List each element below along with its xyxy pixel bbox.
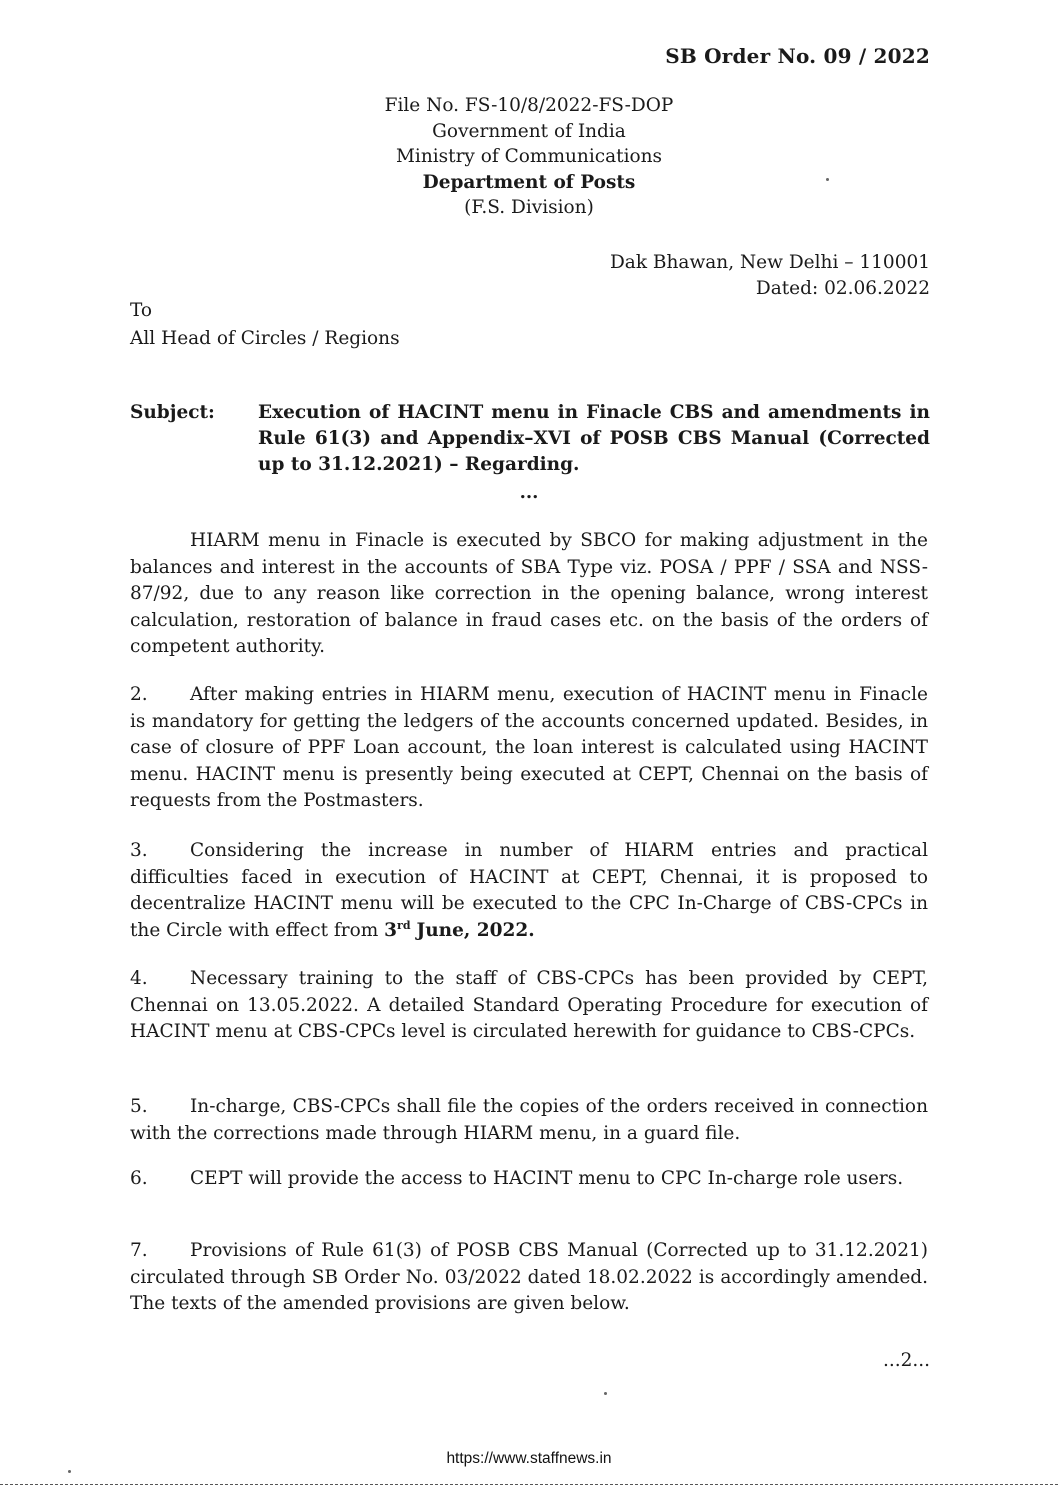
division-name: (F.S. Division) [464, 197, 594, 218]
place: Dak Bhawan, New Delhi – 110001 [609, 252, 930, 273]
paragraph-number: 2. [130, 684, 148, 705]
scan-speck [826, 178, 829, 181]
paragraph-7 [130, 1238, 928, 1318]
paragraph-text: CEPT will provide the access to HACINT menu to CPC In-charge role users. [190, 1168, 904, 1189]
department-name: Department of Posts [422, 171, 636, 193]
paragraph-6 [130, 1166, 928, 1193]
paragraph-4 [130, 966, 928, 1046]
subject-block [130, 400, 930, 478]
bottom-scan-edge [0, 1484, 1058, 1485]
effective-day: 3 [384, 919, 398, 941]
paragraph-text: After making entries in HIARM menu, execution of HACINT menu in Finacle is mandatory for getting the ledgers of the accounts concerned updated. Besides, in case of closure of PPF Loan account, the loan interest is calculated using HACINT menu. HACINT menu is presently being executed at CEPT, Chennai on the basis of requests from the Postmasters. [130, 684, 928, 811]
page-continuation: ...2... [882, 1350, 930, 1371]
paragraph-number: 5. [130, 1096, 148, 1117]
footer-url: https://www.staffnews.in [446, 1450, 612, 1467]
scan-speck [68, 1470, 71, 1473]
paragraph-3 [130, 838, 928, 944]
scan-speck [604, 1392, 607, 1395]
ministry-name: Ministry of Communications [395, 146, 663, 167]
letterhead [0, 93, 1058, 221]
paragraph-text: Considering the increase in number of HIARM entries and practical difficulties faced in execution of HACINT at CEPT, Chennai, it is proposed to decentralize HACINT menu will be executed to the CPC In-Charge of CBS-CPCs in the Circle with effect from [130, 840, 928, 941]
subject-label: Subject: [130, 402, 215, 423]
paragraph-text: In-charge, CBS-CPCs shall file the copies of the orders received in connection with the corrections made through HIARM menu, in a guard file. [130, 1096, 928, 1144]
paragraph-number: 3. [130, 840, 148, 861]
paragraph-number: 4. [130, 968, 148, 989]
effective-day-suffix: rd [397, 918, 411, 932]
addressee-block [130, 297, 400, 353]
subject-text: Execution of HACINT menu in Finacle CBS and amendments in Rule 61(3) and Appendix–XVI of POSB CBS Manual (Corrected up to 31.12.2021) – Regarding. [258, 402, 930, 475]
recipient: All Head of Circles / Regions [130, 328, 400, 349]
place-date-block [610, 250, 930, 302]
paragraph-1: HIARM menu in Finacle is executed by SBCO for making adjustment in the balances and interest in the accounts of SBA Type viz. POSA / PPF / SSA and NSS-87/92, due to any reason like correction in the opening balance, wrong interest calculation, restoration of balance in fraud cases etc. on the basis of the orders of competent authority. [130, 530, 928, 657]
to-label: To [130, 300, 153, 321]
government-name: Government of India [432, 120, 626, 142]
paragraph-number: 7. [130, 1240, 148, 1261]
order-number: SB Order No. 09 / 2022 [665, 44, 930, 68]
date: Dated: 02.06.2022 [755, 278, 930, 299]
paragraph-text: Necessary training to the staff of CBS-CPCs has been provided by CEPT, Chennai on 13.05.2022. A detailed Standard Operating Procedure for execution of HACINT menu at CBS-CPCs level is circulated herewith for guidance to CBS-CPCs. [130, 968, 928, 1042]
paragraph-5 [130, 1094, 928, 1147]
file-number: File No. FS-10/8/2022-FS-DOP [384, 95, 674, 116]
effective-date: June, 2022. [416, 919, 535, 941]
paragraph-text: Provisions of Rule 61(3) of POSB CBS Manual (Corrected up to 31.12.2021) circulated through SB Order No. 03/2022 dated 18.02.2022 is accordingly amended. The texts of the amended provisions are given below. [130, 1240, 928, 1314]
paragraph-2 [130, 682, 928, 815]
paragraph-number: 6. [130, 1168, 148, 1189]
separator: ... [519, 482, 539, 503]
